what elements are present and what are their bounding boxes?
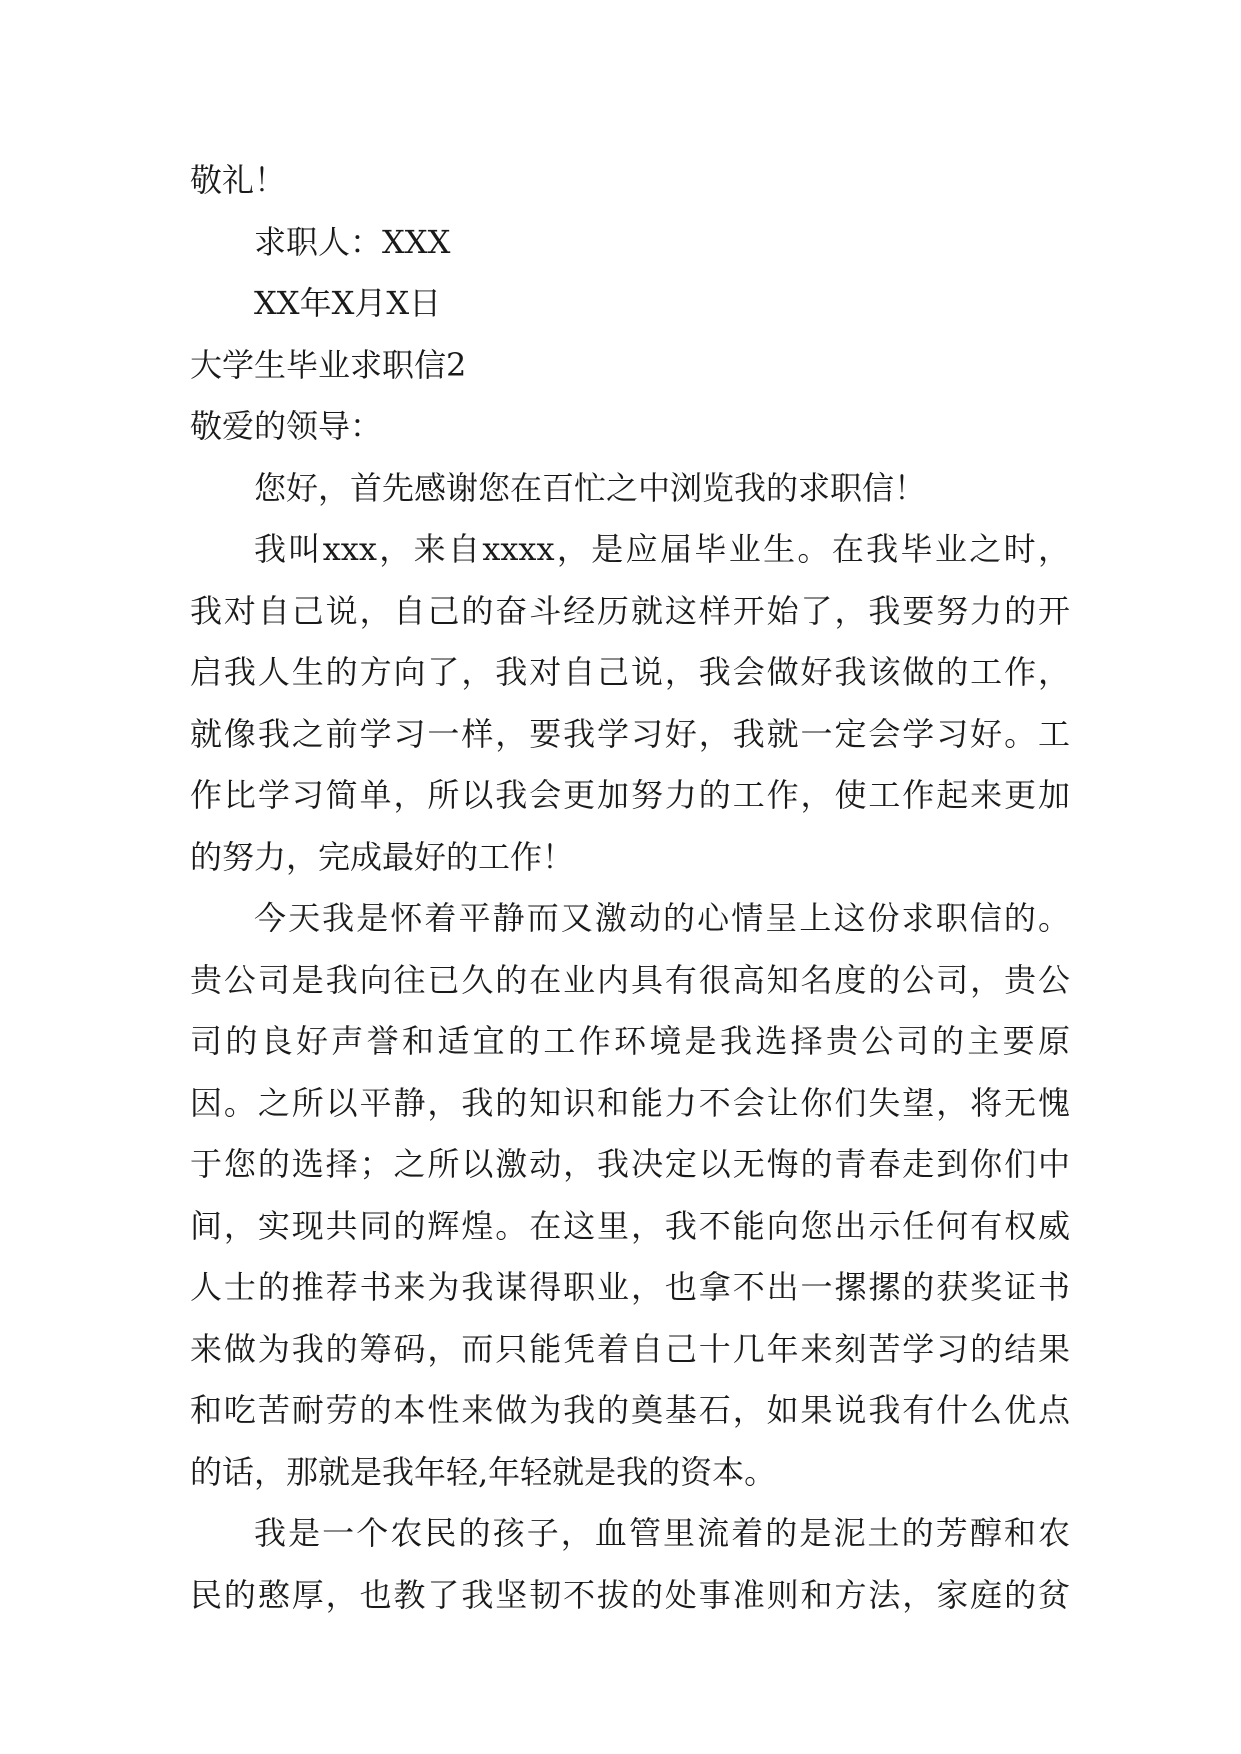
salutation-line: 敬爱的领导： <box>190 407 383 445</box>
paragraph-motivation <box>190 888 1070 1503</box>
paragraph-line: 的话，那就是我年轻,年轻就是我的资本。 <box>190 1452 777 1491</box>
paragraph-line: 作比学习简单，所以我会更加努力的工作，使工作起来更加 <box>190 776 1070 814</box>
signature-line: 求职人：XXX <box>254 222 451 261</box>
paragraph-line: 的努力，完成最好的工作！ <box>190 837 575 876</box>
paragraph-line: 人士的推荐书来为我谋得职业，也拿不出一摞摞的获奖证书 <box>190 1268 1070 1306</box>
paragraph-line: 和吃苦耐劳的本性来做为我的奠基石，如果说我有什么优点 <box>190 1391 1070 1429</box>
paragraph-line: 间，实现共同的辉煌。在这里，我不能向您出示任何有权威 <box>190 1206 1070 1245</box>
paragraph-line: 民的憨厚，也教了我坚韧不拔的处事准则和方法，家庭的贫 <box>190 1575 1070 1614</box>
paragraph-line: 于您的选择；之所以激动，我决定以无悔的青春走到你们中 <box>190 1145 1070 1183</box>
paragraph-line: 我是一个农民的孩子，血管里流着的是泥土的芳醇和农 <box>254 1514 1070 1552</box>
paragraph-line: 司的良好声誉和适宜的工作环境是我选择贵公司的主要原 <box>190 1022 1070 1060</box>
paragraph-line: 我叫xxx，来自xxxx，是应届毕业生。在我毕业之时， <box>254 530 1070 568</box>
closing-line: 敬礼！ <box>190 161 287 199</box>
letter-body <box>190 150 1070 1626</box>
paragraph-line: 就像我之前学习一样，要我学习好，我就一定会学习好。工 <box>190 714 1070 753</box>
letter-title: 大学生毕业求职信2 <box>190 345 467 384</box>
paragraph-intro <box>190 519 1070 888</box>
paragraph-line: 今天我是怀着平静而又激动的心情呈上这份求职信的。 <box>254 899 1070 937</box>
paragraph-background <box>190 1503 1070 1626</box>
paragraph-line: 贵公司是我向往已久的在业内具有很高知名度的公司，贵公 <box>190 960 1070 999</box>
date-line: XX年X月X日 <box>254 284 442 322</box>
paragraph-line: 来做为我的筹码，而只能凭着自己十几年来刻苦学习的结果 <box>190 1329 1070 1368</box>
paragraph-line: 我对自己说，自己的奋斗经历就这样开始了，我要努力的开 <box>190 591 1070 630</box>
greeting-line: 您好，首先感谢您在百忙之中浏览我的求职信！ <box>254 468 927 507</box>
paragraph-line: 启我人生的方向了，我对自己说，我会做好我该做的工作， <box>190 653 1070 691</box>
paragraph-line: 因。之所以平静，我的知识和能力不会让你们失望，将无愧 <box>190 1083 1070 1122</box>
